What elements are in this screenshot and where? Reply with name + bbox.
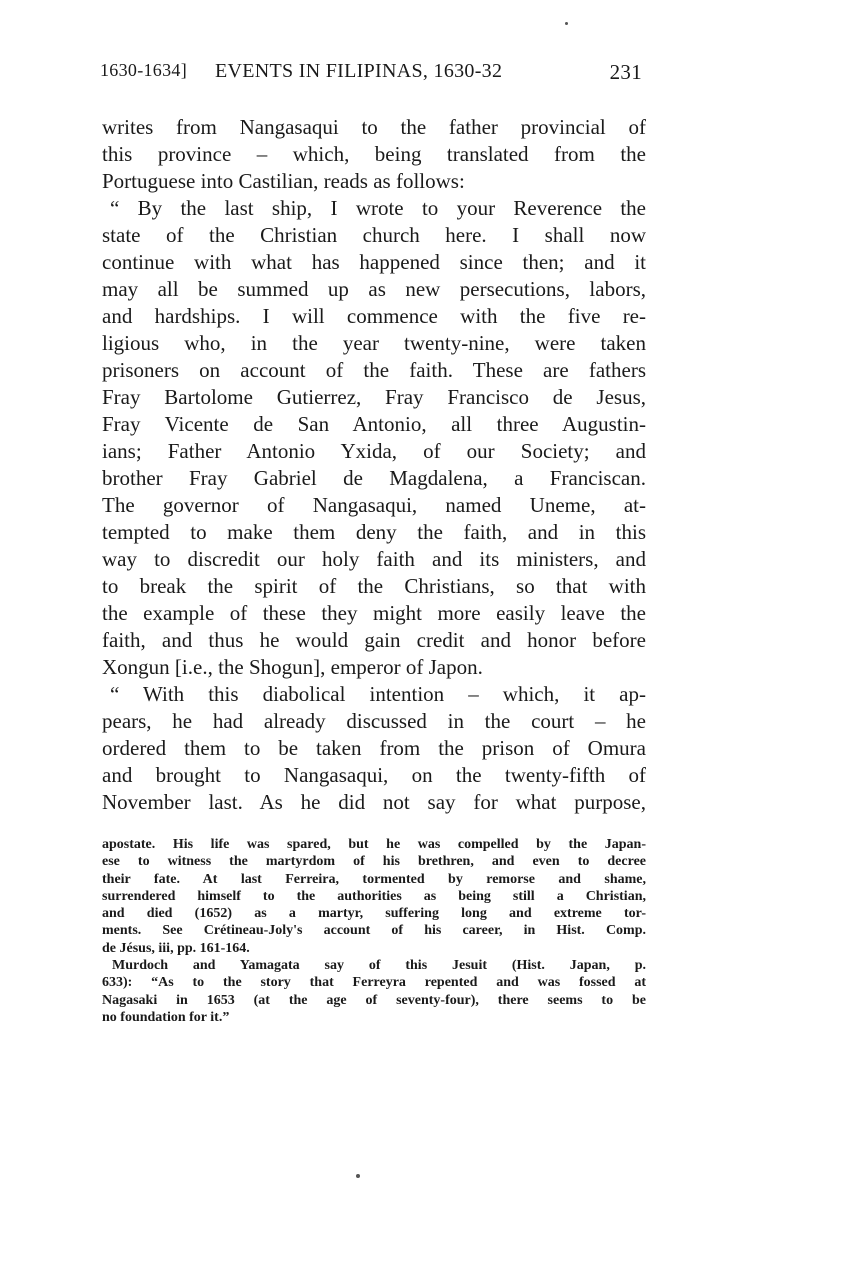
body-line: pears, he had already discussed in the court – he [102,709,646,733]
body-line: and brought to Nangasaqui, on the twenty-fifth of [102,763,646,787]
body-line: writes from Nangasaqui to the father provincial of [102,115,646,139]
body-line: tempted to make them deny the faith, and in this [102,520,646,544]
body-line: ians; Father Antonio Yxida, of our Society; and [102,439,646,463]
body-line: continue with what has happened since then; and it [102,250,646,274]
body-line: way to discredit our holy faith and its ministers, and [102,547,646,571]
body-line: faith, and thus he would gain credit and honor before [102,628,646,652]
body-line: Xongun [i.e., the Shogun], emperor of Japon. [102,655,483,679]
footnote-line: Nagasaki in 1653 (at the age of seventy-four), there seems to be [102,992,646,1008]
body-line: ligious who, in the year twenty-nine, were taken [102,331,646,355]
body-line: the example of these they might more easily leave the [102,601,646,625]
footnote-line: their fate. At last Ferreira, tormented by remorse and shame, [102,871,646,887]
body-line: may all be summed up as new persecutions, labors, [102,277,646,301]
body-line: to break the spirit of the Christians, so that with [102,574,646,598]
body-line: Portuguese into Castilian, reads as follows: [102,169,465,193]
body-line: Fray Bartolome Gutierrez, Fray Francisco de Jesus, [102,385,646,409]
footnote-line: ese to witness the martyrdom of his brethren, and even to decree [102,854,646,870]
body-line: Fray Vicente de San Antonio, all three Augustin- [102,412,646,436]
footnote-line: apostate. His life was spared, but he was compelled by the Japan- [102,837,646,852]
body-line: ordered them to be taken from the prison of Omura [102,736,646,760]
body-line: The governor of Nangasaqui, named Uneme, at- [102,493,646,517]
footnote-line: surrendered himself to the authorities as being still a Christian, [102,888,646,904]
body-line: “ With this diabolical intention – which, it ap- [110,682,646,706]
header-title: EVENTS IN FILIPINAS, 1630-32 [215,60,503,82]
footnotes [102,836,646,1026]
footnote-line: ments. See Crétineau-Joly's account of his career, in Hist. Comp. [102,923,646,939]
body-line: prisoners on account of the faith. These are fathers [102,358,646,382]
scan-speck [565,22,568,25]
footnote-line: 633): “As to the story that Ferreyra repented and was fossed at [102,975,646,991]
header-date-range: 1630-1634] [100,60,187,80]
footnote-line: de Jésus, iii, pp. 161-164. [102,940,250,956]
body-line: and hardships. I will commence with the five re- [102,304,646,328]
footnote-line: no foundation for it.” [102,1009,230,1025]
running-head [100,60,646,90]
body-line: November last. As he did not say for what purpose, [102,790,646,814]
body-line: brother Fray Gabriel de Magdalena, a Franciscan. [102,466,646,490]
body-line: this province – which, being translated from the [102,142,646,166]
body-line: state of the Christian church here. I shall now [102,223,646,247]
footnote-line: Murdoch and Yamagata say of this Jesuit (Hist. Japan, p. [112,958,646,974]
body-text [102,114,646,816]
page-number: 231 [609,60,642,84]
scan-speck [356,1174,360,1178]
body-line: “ By the last ship, I wrote to your Reverence the [110,196,646,220]
footnote-line: and died (1652) as a martyr, suffering long and extreme tor- [102,906,646,922]
